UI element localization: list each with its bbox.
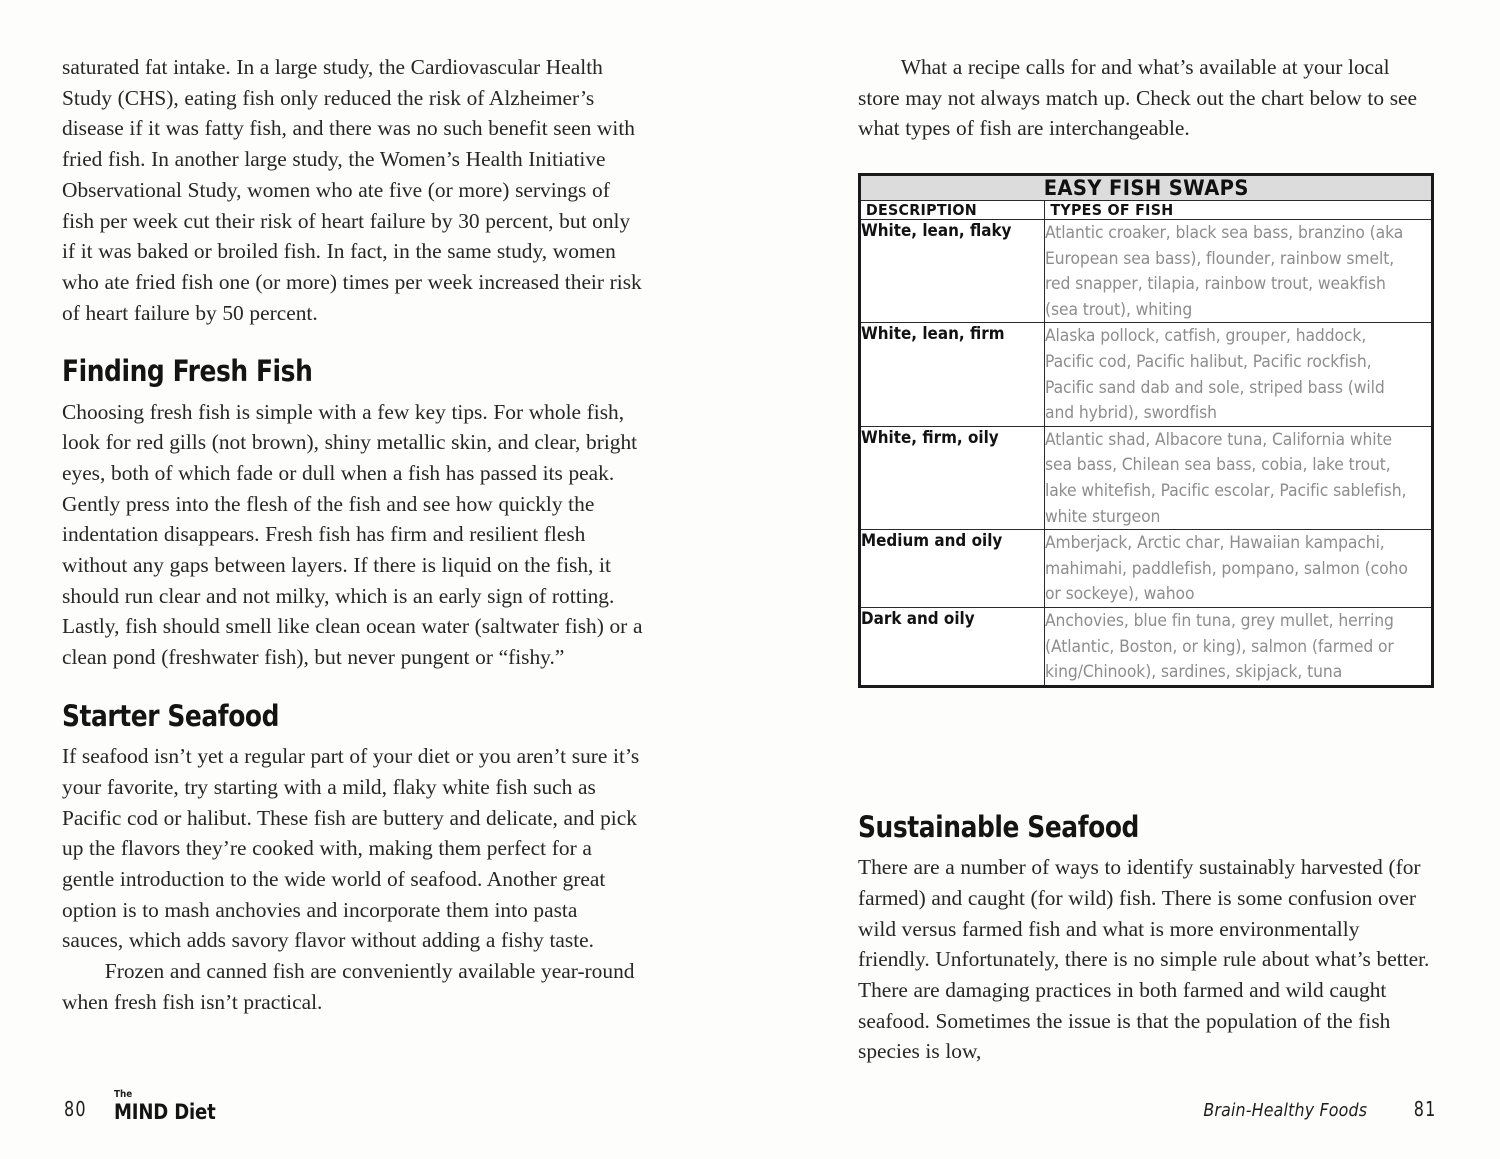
table-row	[860, 323, 1433, 426]
paragraph-frozen-canned-fish: Frozen and canned fish are conveniently available year-round when fresh fish isn’t practical.	[62, 959, 635, 1014]
right-page-column	[858, 52, 1436, 144]
cell-types-of-fish: Atlantic shad, Albacore tuna, California white sea bass, Chilean sea bass, cobia, lake trout, lake whitefish, Pacific escolar, Pacific sablefish, white sturgeon	[1045, 426, 1433, 529]
book-logo	[114, 1090, 232, 1123]
paragraph-sustainable-seafood: There are a number of ways to identify sustainably harvested (for farmed) and caught (for wild) fish. There is some confusion over wild versus farmed fish and what is more environmentally friendly. Unfortunately, there is no simple rule about what’s better. There are damaging practices in both farmed and wild caught seafood. Sometimes the issue is that the population of the fish species is low,	[858, 855, 1430, 1064]
book-logo-the: The	[114, 1089, 133, 1100]
book-logo-title: MIND Diet	[114, 1100, 217, 1124]
paragraph-finding-fresh-fish: Choosing fresh fish is simple with a few key tips. For whole fish, look for red gills (not brown), shiny metallic skin, and clear, bright eyes, both of which fade or dull when a fish has passed its peak. Gently press into the flesh of the fish and see how quickly the indentation disappears. Fresh fish has firm and resilient flesh without any gaps between layers. If there is liquid on the fish, it should run clear and not milky, which is an early sign of rotting. Lastly, fish should smell like clean ocean water (saltwater fish) or a clean pond (freshwater fish), but never pungent or “fishy.”	[62, 399, 643, 670]
easy-fish-swaps-table-wrapper	[858, 173, 1434, 688]
table-row	[860, 607, 1433, 686]
cell-types-of-fish: Atlantic croaker, black sea bass, branzino (aka European sea bass), flounder, rainbow smelt, red snapper, tilapia, rainbow trout, weakfish (sea trout), whiting	[1045, 220, 1433, 323]
easy-fish-swaps-table	[858, 173, 1434, 688]
cell-description: White, lean, firm	[860, 323, 1045, 426]
heading-finding-fresh-fish: Finding Fresh Fish	[62, 354, 313, 389]
cell-description: White, lean, flaky	[860, 220, 1045, 323]
table-title-text: EASY FISH SWAPS	[1043, 176, 1249, 200]
page-number-left: 80	[64, 1097, 87, 1121]
cell-description: White, firm, oily	[860, 426, 1045, 529]
heading-starter-seafood: Starter Seafood	[62, 698, 280, 733]
table-row	[860, 426, 1433, 529]
column-header-types-of-fish: TYPES OF FISH	[1045, 201, 1433, 220]
cell-description: Dark and oily	[860, 607, 1045, 686]
page-number-right: 81	[1413, 1097, 1436, 1121]
cell-types-of-fish: Alaska pollock, catfish, grouper, haddock, Pacific cod, Pacific halibut, Pacific rockfish, Pacific sand dab and sole, striped bass (wild and hybrid), swordfish	[1045, 323, 1433, 426]
cell-types-of-fish: Anchovies, blue fin tuna, grey mullet, herring (Atlantic, Boston, or king), salmon (farmed or king/Chinook), sardines, skipjack, tuna	[1045, 607, 1433, 686]
sustainable-seafood-section	[858, 810, 1436, 1067]
table-row	[860, 530, 1433, 608]
right-page-footer	[1181, 1097, 1436, 1121]
cell-types-of-fish: Amberjack, Arctic char, Hawaiian kampachi, mahimahi, paddlefish, pompano, salmon (coho or sockeye), wahoo	[1045, 530, 1433, 608]
paragraph-recipe-intro: What a recipe calls for and what’s available at your local store may not always match up. Check out the chart below to see what types of fish are interchangeable.	[858, 55, 1418, 141]
table-title-cell	[860, 175, 1433, 201]
running-head-right: Brain-Healthy Foods	[1203, 1100, 1368, 1121]
left-page-column	[62, 52, 644, 1017]
column-header-description: DESCRIPTION	[860, 201, 1045, 220]
table-title-row	[860, 175, 1433, 201]
table-row	[860, 220, 1433, 323]
heading-sustainable-seafood: Sustainable Seafood	[858, 810, 1139, 844]
left-paragraph-continued: saturated fat intake. In a large study, the Cardiovascular Health Study (CHS), eating fish only reduced the risk of Alzheimer’s disease if it was fatty fish, and there was no such benefit seen with fried fish. In another large study, the Women’s Health Initiative Observational Study, women who ate five (or more) servings of fish per week cut their risk of heart failure by 30 percent, but only if it was baked or broiled fish. In fact, in the same study, women who ate fried fish one (or more) times per week increased their risk of heart failure by 50 percent.	[62, 55, 642, 325]
left-page-footer	[64, 1088, 233, 1124]
paragraph-starter-seafood: If seafood isn’t yet a regular part of your diet or you aren’t sure it’s your favorite, try starting with a mild, flaky white fish such as Pacific cod or halibut. These fish are buttery and delicate, and pick up the flavors they’re cooked with, making them perfect for a gentle introduction to the wide world of seafood. Another great option is to mash anchovies and incorporate them into pasta sauces, which adds savory flavor without adding a fishy taste.	[62, 744, 640, 953]
cell-description: Medium and oily	[860, 530, 1045, 608]
table-header-row	[860, 201, 1433, 220]
